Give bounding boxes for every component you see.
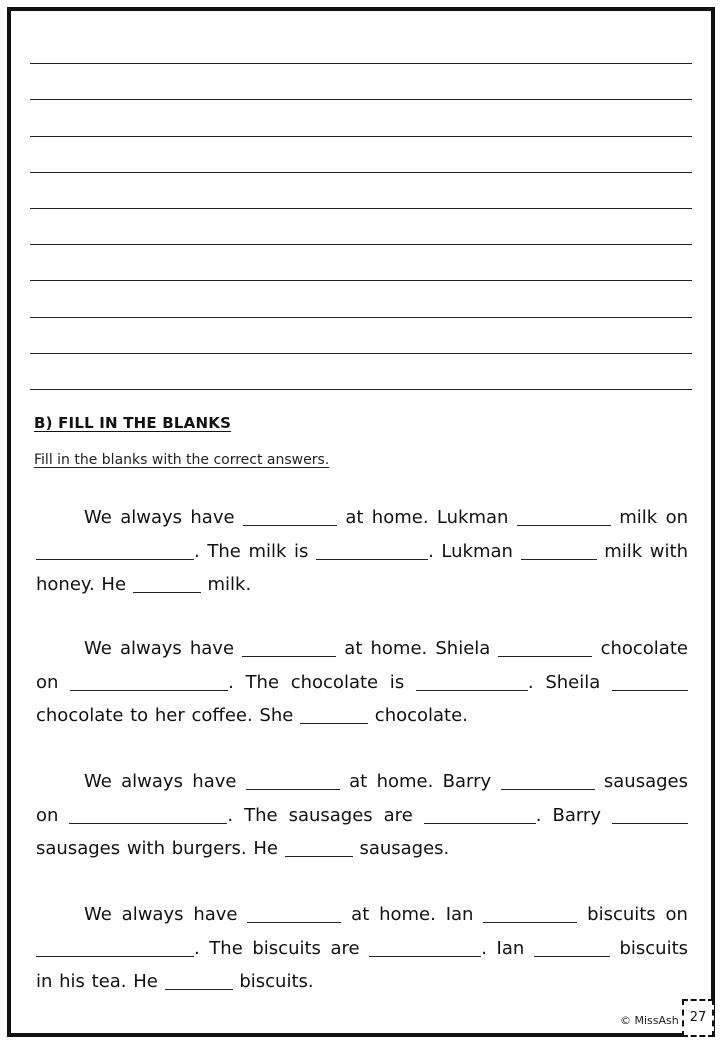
text-segment: We always have [84,904,238,925]
text-segment: at home. Barry [349,771,492,792]
blank[interactable] [285,838,353,857]
page-number: 27 [682,999,714,1037]
paragraph-chocolate [36,632,688,733]
blank[interactable] [498,638,592,657]
blank[interactable] [424,805,536,824]
writing-line[interactable] [30,245,692,281]
text-segment: sausages with burgers. He [36,838,278,859]
blank[interactable] [369,938,481,957]
blank[interactable] [165,971,233,990]
blank[interactable] [36,541,194,560]
text-segment: sausages on [36,771,688,826]
blank[interactable] [517,507,611,526]
text-segment: . The biscuits are [194,937,360,959]
text-segment: . The milk is [194,540,309,562]
writing-line[interactable] [30,354,692,390]
text-segment: . The chocolate is [228,671,405,693]
blank[interactable] [612,805,688,824]
text-segment: . Barry [535,804,601,826]
paragraph-biscuits [36,898,688,999]
writing-line[interactable] [30,209,692,245]
paragraph-milk [36,501,688,602]
text-segment: . Sheila [527,671,601,693]
blank[interactable] [242,638,336,657]
writing-line[interactable] [30,137,692,173]
text-segment: sausages. [359,838,450,859]
blank[interactable] [316,541,428,560]
blank[interactable] [416,672,528,691]
text-segment: . Lukman [428,540,513,562]
text-segment: We always have [84,507,235,528]
copyright-label: © MissAsh [620,1014,679,1027]
writing-line[interactable] [30,318,692,354]
blank[interactable] [69,805,227,824]
text-segment: biscuits in his tea. He [36,937,688,992]
text-segment: milk with honey. He [36,540,688,595]
blank[interactable] [70,672,228,691]
text-segment: at home. Ian [351,904,474,925]
text-segment: chocolate. [374,705,468,726]
blank[interactable] [534,938,610,957]
text-segment: We always have [84,638,235,659]
text-segment: . Ian [481,937,525,959]
blank[interactable] [243,507,337,526]
blank[interactable] [246,771,340,790]
writing-line[interactable] [30,173,692,209]
blank[interactable] [483,904,577,923]
blank[interactable] [521,541,597,560]
blank[interactable] [247,904,341,923]
instruction-text: Fill in the blanks with the correct answers. [34,452,330,468]
blank[interactable] [612,672,688,691]
blank[interactable] [36,938,194,957]
writing-line[interactable] [30,64,692,100]
text-segment: chocolate to her coffee. She [36,705,294,726]
section-title: B) FILL IN THE BLANKS [34,414,232,432]
text-segment: milk. [207,574,252,595]
writing-line[interactable] [30,28,692,64]
writing-lines [30,28,692,390]
text-segment: at home. Shiela [344,638,491,659]
writing-line[interactable] [30,281,692,317]
text-segment: milk on [619,507,688,528]
text-segment: biscuits. [239,971,314,992]
paragraph-sausages [36,765,688,866]
blank[interactable] [501,771,595,790]
text-segment: biscuits on [587,904,688,925]
blank[interactable] [133,574,201,593]
text-segment: We always have [84,771,237,792]
writing-line[interactable] [30,100,692,136]
text-segment: chocolate on [36,638,688,693]
blank[interactable] [300,705,368,724]
text-segment: at home. Lukman [345,507,509,528]
text-segment: . The sausages are [227,804,413,826]
